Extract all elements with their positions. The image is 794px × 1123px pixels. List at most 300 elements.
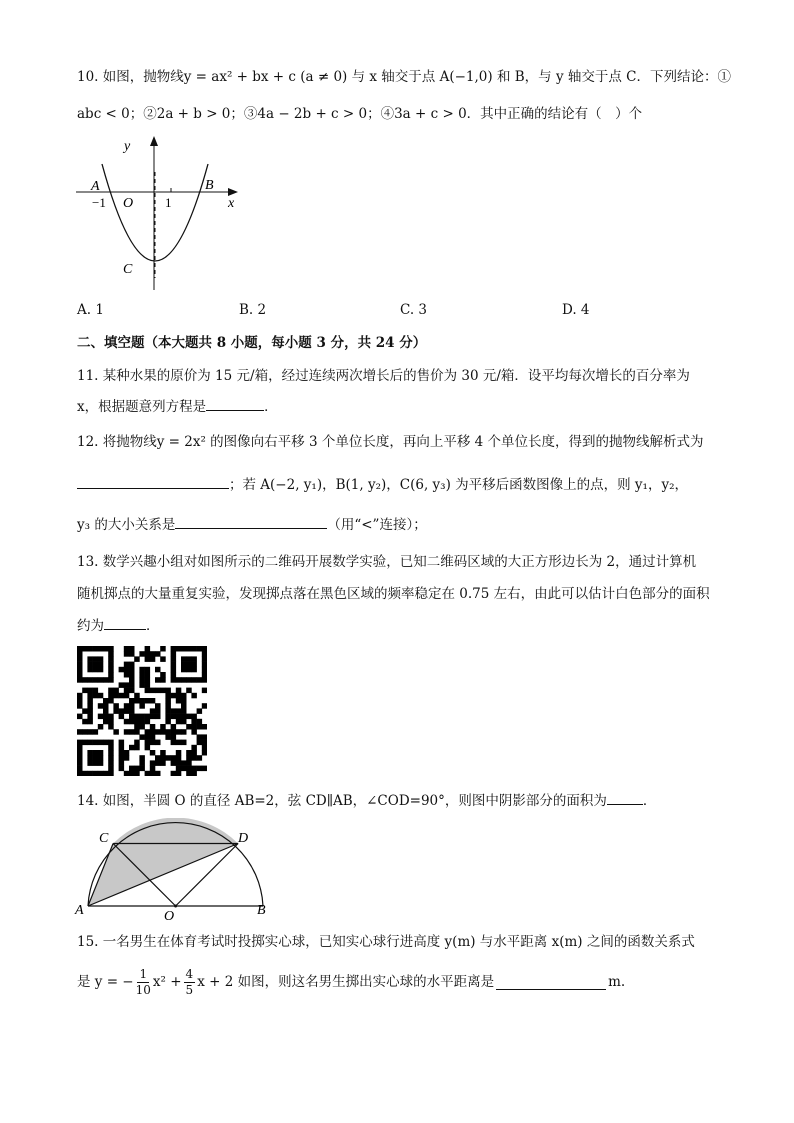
qr-module — [186, 724, 192, 730]
q10-option-c[interactable]: C. 3 — [400, 302, 428, 318]
qr-module — [124, 682, 130, 688]
q12-text-line3 — [77, 514, 427, 535]
qr-module — [119, 760, 125, 766]
qr-module — [134, 719, 140, 725]
qr-module — [129, 646, 135, 652]
qr-module — [150, 688, 156, 694]
qr-module — [165, 755, 171, 761]
qr-module — [103, 719, 109, 725]
qr-module — [155, 771, 161, 776]
qr-module — [98, 693, 104, 699]
qr-module — [93, 771, 99, 776]
q14-label-O: O — [164, 909, 175, 924]
qr-module — [202, 646, 207, 652]
qr-module — [77, 740, 83, 746]
qr-module — [171, 760, 177, 766]
qr-module — [139, 724, 145, 730]
qr-module — [171, 656, 177, 662]
qr-module — [181, 656, 187, 662]
q13-text-line3b: ． — [146, 618, 160, 634]
q10-label-B: B — [205, 178, 214, 193]
qr-module — [98, 646, 104, 652]
qr-module — [77, 656, 83, 662]
qr-module — [108, 740, 114, 746]
qr-module — [103, 771, 109, 776]
qr-module — [129, 667, 135, 673]
qr-module — [124, 703, 130, 709]
qr-module — [93, 750, 99, 756]
qr-module — [171, 708, 177, 714]
qr-module — [119, 750, 125, 756]
qr-module — [197, 755, 203, 761]
qr-module — [77, 745, 83, 751]
q15-fraction-2 — [184, 967, 196, 998]
qr-module — [160, 755, 166, 761]
qr-module — [119, 667, 125, 673]
q15-mid: x² + — [152, 974, 182, 990]
qr-module — [155, 651, 161, 657]
qr-module — [202, 688, 207, 694]
qr-module — [181, 760, 187, 766]
qr-module — [82, 708, 88, 714]
qr-module — [108, 750, 114, 756]
qr-module — [139, 755, 145, 761]
qr-module — [202, 677, 207, 683]
qr-module — [186, 662, 192, 668]
qr-module — [98, 740, 104, 746]
qr-module — [93, 729, 99, 735]
qr-module — [124, 750, 130, 756]
qr-module — [181, 677, 187, 683]
qr-module — [119, 708, 125, 714]
q10-label-O: O — [123, 196, 134, 211]
qr-module — [186, 766, 192, 772]
qr-module — [124, 667, 130, 673]
qr-module — [165, 703, 171, 709]
qr-module — [145, 719, 151, 725]
qr-module — [139, 760, 145, 766]
qr-module — [160, 656, 166, 662]
qr-module — [129, 677, 135, 683]
qr-module — [165, 719, 171, 725]
q15-answer-blank[interactable] — [496, 975, 606, 990]
qr-module — [139, 703, 145, 709]
q10-option-d[interactable]: D. 4 — [562, 302, 590, 318]
qr-module — [155, 729, 161, 735]
qr-module — [191, 729, 197, 735]
qr-module — [165, 698, 171, 704]
qr-module — [202, 734, 207, 740]
qr-module — [145, 667, 151, 673]
qr-module — [171, 662, 177, 668]
qr-module — [165, 714, 171, 720]
qr-module — [160, 724, 166, 730]
q12-answer-blank-2[interactable] — [175, 514, 327, 529]
qr-module — [82, 740, 88, 746]
qr-module — [134, 771, 140, 776]
qr-module — [87, 698, 93, 704]
qr-module — [129, 651, 135, 657]
qr-module — [155, 688, 161, 694]
qr-module — [77, 729, 83, 735]
q10-text-line1: 10. 如图，抛物线y = ax² + bx + c (a ≠ 0) 与 x 轴交于点 A(−1,0) 和 B，与 y 轴交于点 C．下列结论：① — [77, 69, 731, 85]
qr-module — [176, 760, 182, 766]
qr-module — [186, 667, 192, 673]
q15-prefix: 是 y = − — [77, 974, 134, 990]
qr-module — [124, 651, 130, 657]
q14-label-A: A — [75, 903, 84, 918]
qr-module — [186, 714, 192, 720]
qr-module — [145, 698, 151, 704]
qr-module — [87, 667, 93, 673]
qr-module — [186, 760, 192, 766]
qr-module — [139, 677, 145, 683]
q10-label-A: A — [91, 179, 100, 194]
qr-module — [108, 667, 114, 673]
qr-module — [77, 677, 83, 683]
qr-module — [93, 677, 99, 683]
qr-module — [119, 693, 125, 699]
q14-text-line1b: ． — [642, 793, 657, 809]
qr-module — [165, 708, 171, 714]
qr-module — [93, 646, 99, 652]
qr-module — [124, 672, 130, 678]
qr-module — [171, 651, 177, 657]
qr-module — [93, 760, 99, 766]
qr-module — [191, 766, 197, 772]
q12-text-line1: 12. 将抛物线y = 2x² 的图像向右平移 3 个单位长度，再向上平移 4 个单位长度，得到的抛物线解析式为 — [77, 434, 704, 450]
qr-module — [171, 771, 177, 776]
q15-frac1-den: 10 — [135, 982, 151, 997]
qr-module — [124, 729, 130, 735]
qr-module — [113, 703, 119, 709]
qr-module — [87, 662, 93, 668]
qr-module — [150, 698, 156, 704]
qr-module — [181, 708, 187, 714]
qr-module — [160, 672, 166, 678]
qr-module — [119, 755, 125, 761]
qr-module — [150, 714, 156, 720]
qr-module — [124, 771, 130, 776]
qr-module — [176, 693, 182, 699]
qr-module — [129, 703, 135, 709]
qr-module — [134, 724, 140, 730]
qr-module — [108, 698, 114, 704]
qr-module — [134, 766, 140, 772]
qr-module — [150, 734, 156, 740]
q13-text-line1: 13. 数学兴趣小组对如图所示的二维码开展数学实验，已知二维码区域的大正方形边长为 2，通过计算机 — [77, 554, 697, 570]
qr-module — [145, 672, 151, 678]
qr-module — [197, 766, 203, 772]
qr-module — [124, 719, 130, 725]
qr-module — [129, 708, 135, 714]
q11-answer-blank[interactable] — [206, 396, 264, 411]
q10-option-b[interactable]: B. 2 — [239, 302, 267, 318]
qr-module — [93, 688, 99, 694]
q13-text-line3 — [77, 615, 160, 636]
qr-module — [103, 677, 109, 683]
q14-label-C: C — [99, 831, 109, 846]
qr-module — [103, 714, 109, 720]
qr-module — [113, 688, 119, 694]
qr-module — [191, 677, 197, 683]
qr-module — [139, 734, 145, 740]
q10-label-x: x — [228, 196, 235, 211]
qr-module — [77, 646, 83, 652]
qr-module — [82, 719, 88, 725]
qr-module — [129, 745, 135, 751]
qr-module — [108, 724, 114, 730]
q11-text-line2b: ． — [264, 399, 278, 415]
qr-module — [197, 734, 203, 740]
qr-module — [155, 667, 161, 673]
qr-module — [98, 662, 104, 668]
qr-module — [171, 677, 177, 683]
qr-module — [181, 667, 187, 673]
qr-module — [77, 766, 83, 772]
qr-module — [119, 766, 125, 772]
qr-module — [165, 729, 171, 735]
qr-module — [77, 755, 83, 761]
qr-module — [150, 766, 156, 772]
qr-module — [197, 677, 203, 683]
qr-module — [108, 677, 114, 683]
q12-text-line3b: （用“<”连接）； — [327, 517, 427, 533]
qr-module — [82, 771, 88, 776]
qr-module — [139, 682, 145, 688]
qr-module — [197, 646, 203, 652]
qr-module — [197, 724, 203, 730]
qr-module — [181, 698, 187, 704]
qr-module — [181, 714, 187, 720]
qr-module — [93, 755, 99, 761]
qr-module — [129, 729, 135, 735]
qr-module — [197, 740, 203, 746]
q10-label-C: C — [123, 262, 133, 277]
qr-module — [139, 719, 145, 725]
qr-module — [145, 729, 151, 735]
qr-module — [129, 766, 135, 772]
qr-module — [134, 656, 140, 662]
qr-module — [150, 651, 156, 657]
qr-module — [171, 755, 177, 761]
qr-module — [202, 740, 207, 746]
qr-module — [155, 714, 161, 720]
qr-module — [186, 656, 192, 662]
q13-answer-blank[interactable] — [104, 615, 146, 630]
qr-module — [191, 656, 197, 662]
qr-module — [150, 740, 156, 746]
qr-module — [160, 688, 166, 694]
qr-module — [82, 646, 88, 652]
qr-module — [176, 766, 182, 772]
qr-module — [150, 760, 156, 766]
qr-module — [77, 698, 83, 704]
qr-module — [98, 755, 104, 761]
qr-module — [191, 719, 197, 725]
qr-module — [191, 662, 197, 668]
q10-option-a[interactable]: A. 1 — [77, 302, 104, 318]
qr-module — [145, 646, 151, 652]
qr-module — [103, 740, 109, 746]
qr-module — [155, 677, 161, 683]
qr-module — [181, 729, 187, 735]
qr-module — [134, 714, 140, 720]
qr-module — [139, 667, 145, 673]
qr-module — [181, 703, 187, 709]
qr-module — [124, 708, 130, 714]
qr-module — [176, 698, 182, 704]
q12-answer-blank-1[interactable] — [77, 474, 229, 489]
qr-module — [202, 662, 207, 668]
qr-module — [160, 729, 166, 735]
qr-module — [186, 646, 192, 652]
qr-module — [77, 750, 83, 756]
qr-module — [155, 708, 161, 714]
qr-module — [77, 771, 83, 776]
qr-module — [108, 714, 114, 720]
qr-module — [129, 714, 135, 720]
qr-module — [202, 672, 207, 678]
q10-label-one: 1 — [165, 195, 172, 210]
qr-module — [160, 750, 166, 756]
qr-module — [129, 682, 135, 688]
qr-module — [181, 693, 187, 699]
qr-module — [98, 703, 104, 709]
qr-module — [77, 672, 83, 678]
q14-semicircle-figure — [72, 818, 282, 924]
qr-module — [186, 677, 192, 683]
qr-module — [87, 760, 93, 766]
qr-module — [176, 719, 182, 725]
qr-module — [113, 708, 119, 714]
qr-module — [134, 698, 140, 704]
qr-module — [87, 729, 93, 735]
qr-module — [176, 771, 182, 776]
qr-module — [181, 719, 187, 725]
qr-module — [77, 693, 83, 699]
qr-module — [176, 646, 182, 652]
qr-module — [186, 750, 192, 756]
q14-text-line1a: 14. 如图，半圆 O 的直径 AB=2，弦 CD∥AB，∠COD=90°，则图中阴影部分的面积为 — [77, 793, 607, 809]
qr-module — [87, 714, 93, 720]
q14-label-D: D — [238, 831, 249, 846]
qr-module — [202, 745, 207, 751]
q12-text-line2 — [77, 474, 688, 495]
qr-module — [98, 750, 104, 756]
qr-module — [98, 667, 104, 673]
qr-module — [145, 651, 151, 657]
qr-module — [150, 724, 156, 730]
qr-module — [93, 656, 99, 662]
qr-module — [93, 693, 99, 699]
qr-module — [181, 646, 187, 652]
qr-module — [87, 755, 93, 761]
qr-module — [181, 740, 187, 746]
qr-module — [145, 656, 151, 662]
qr-module — [87, 771, 93, 776]
qr-module — [119, 740, 125, 746]
qr-module — [155, 755, 161, 761]
qr-module — [108, 688, 114, 694]
qr-module — [181, 766, 187, 772]
qr-module — [176, 729, 182, 735]
q10-text-line2: abc < 0；②2a + b > 0；③4a − 2b + c > 0；④3a + c > 0．其中正确的结论有（ ）个 — [77, 106, 643, 122]
qr-module — [155, 703, 161, 709]
qr-module — [129, 672, 135, 678]
q11-text-line1: 11. 某种水果的原价为 15 元/箱，经过连续两次增长后的售价为 30 元/箱．设平均每次增长的百分率为 — [77, 368, 690, 384]
qr-module — [186, 771, 192, 776]
qr-module — [134, 693, 140, 699]
qr-module — [119, 745, 125, 751]
qr-module — [134, 740, 140, 746]
qr-module — [202, 651, 207, 657]
qr-module — [202, 724, 207, 730]
qr-module — [171, 646, 177, 652]
q13-qr-code-image — [77, 646, 207, 776]
qr-module — [150, 729, 156, 735]
q10-parabola-figure — [72, 130, 252, 300]
qr-module — [82, 729, 88, 735]
qr-module — [150, 750, 156, 756]
qr-module — [191, 714, 197, 720]
qr-module — [191, 745, 197, 751]
qr-module — [145, 745, 151, 751]
q15-suffix: x + 2 如图，则这名男生掷出实心球的水平距离是 — [197, 974, 495, 990]
qr-module — [171, 667, 177, 673]
qr-module — [160, 646, 166, 652]
qr-module — [77, 714, 83, 720]
qr-module — [87, 693, 93, 699]
qr-module — [171, 714, 177, 720]
q12-text-line2b: ；若 A(−2, y₁)，B(1, y₂)，C(6, y₃) 为平移后函数图像上的点，则 y₁，y₂， — [229, 477, 688, 493]
qr-module — [77, 662, 83, 668]
qr-module — [98, 714, 104, 720]
qr-module — [191, 724, 197, 730]
qr-module — [176, 708, 182, 714]
qr-module — [145, 771, 151, 776]
qr-module — [171, 740, 177, 746]
q15-text-line2 — [77, 962, 625, 1002]
qr-module — [176, 750, 182, 756]
qr-module — [108, 771, 114, 776]
qr-module — [155, 740, 161, 746]
qr-module — [108, 766, 114, 772]
qr-module — [202, 703, 207, 709]
qr-module — [176, 688, 182, 694]
qr-module — [176, 677, 182, 683]
qr-module — [87, 646, 93, 652]
qr-module — [165, 693, 171, 699]
q14-answer-blank[interactable] — [607, 790, 643, 805]
qr-module — [82, 688, 88, 694]
qr-module — [191, 755, 197, 761]
qr-module — [134, 729, 140, 735]
qr-module — [171, 672, 177, 678]
qr-module — [87, 688, 93, 694]
qr-module — [98, 724, 104, 730]
qr-module — [108, 719, 114, 725]
qr-module — [77, 703, 83, 709]
q10-label-neg1: −1 — [92, 195, 106, 210]
qr-module — [139, 672, 145, 678]
qr-module — [113, 693, 119, 699]
qr-module — [93, 667, 99, 673]
qr-module — [119, 682, 125, 688]
qr-module — [108, 656, 114, 662]
qr-module — [93, 740, 99, 746]
qr-module — [134, 745, 140, 751]
